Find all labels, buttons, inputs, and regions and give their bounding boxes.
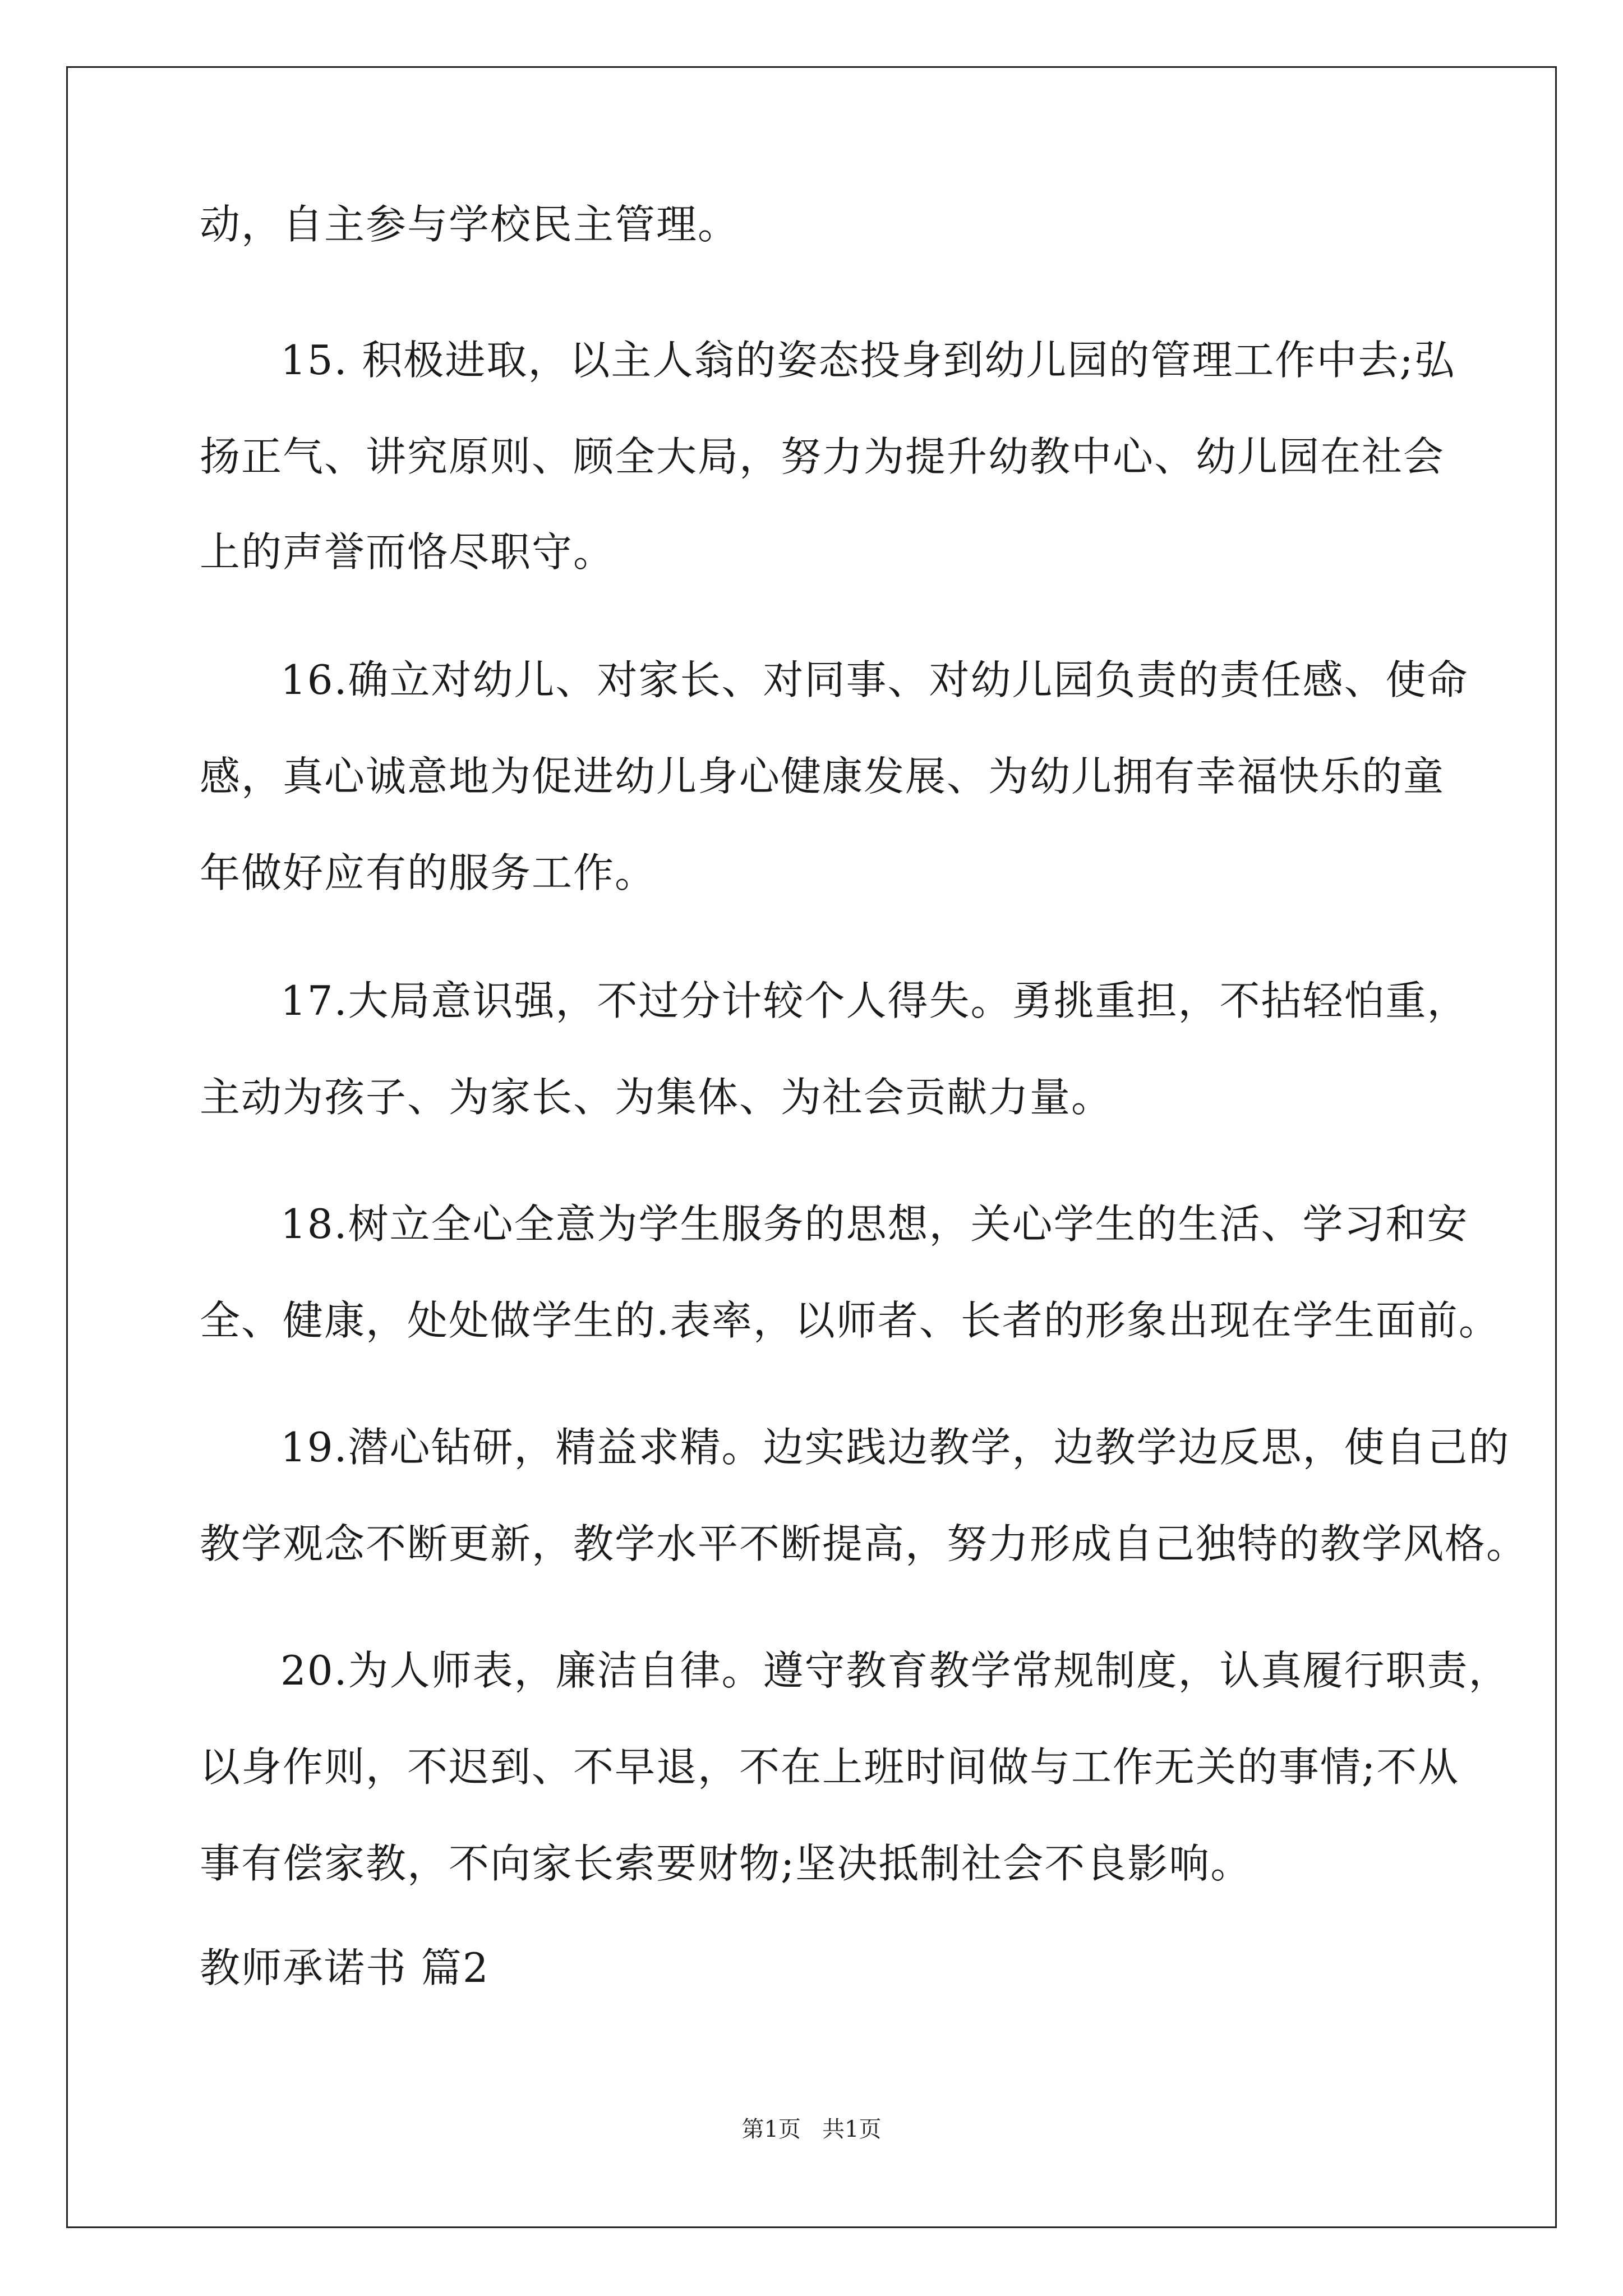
text-line: 上的声誉而恪尽职守。 bbox=[200, 528, 615, 576]
text-line: 动，自主参与学校民主管理。 bbox=[200, 201, 740, 248]
text-line: 16.确立对幼儿、对家长、对同事、对幼儿园负责的责任感、使命 bbox=[280, 656, 1469, 703]
text-line: 17.大局意识强，不过分计较个人得失。勇挑重担，不拈轻怕重， bbox=[280, 977, 1469, 1024]
text-line: 感，真心诚意地为促进幼儿身心健康发展、为幼儿拥有幸福快乐的童 bbox=[200, 753, 1445, 800]
text-line: 年做好应有的服务工作。 bbox=[200, 849, 657, 896]
section-heading: 教师承诺书 篇2 bbox=[200, 1944, 490, 1991]
text-line: 20.为人师表，廉洁自律。遵守教育教学常规制度，认真履行职责， bbox=[280, 1647, 1510, 1694]
text-line: 19.潜心钻研，精益求精。边实践边教学，边教学边反思，使自己的 bbox=[280, 1424, 1510, 1471]
page-footer: 第1页 共1页 bbox=[741, 2116, 882, 2142]
text-line: 事有偿家教，不向家长索要财物;坚决抵制社会不良影响。 bbox=[200, 1840, 1252, 1887]
text-line: 扬正气、讲究原则、顾全大局，努力为提升幼教中心、幼儿园在社会 bbox=[200, 433, 1445, 480]
page-border bbox=[66, 66, 1557, 2228]
text-line: 主动为孩子、为家长、为集体、为社会贡献力量。 bbox=[200, 1074, 1113, 1121]
text-line: 以身作则，不迟到、不早退，不在上班时间做与工作无关的事情;不从 bbox=[200, 1743, 1460, 1791]
text-line: 15. 积极进取，以主人翁的姿态投身到幼儿园的管理工作中去;弘 bbox=[280, 337, 1456, 384]
text-line: 全、健康，处处做学生的.表率，以师者、长者的形象出现在学生面前。 bbox=[200, 1297, 1500, 1344]
text-line: 18.树立全心全意为学生服务的思想，关心学生的生活、学习和安 bbox=[280, 1200, 1469, 1248]
text-line: 教学观念不断更新，教学水平不断提高，努力形成自己独特的教学风格。 bbox=[200, 1520, 1528, 1567]
